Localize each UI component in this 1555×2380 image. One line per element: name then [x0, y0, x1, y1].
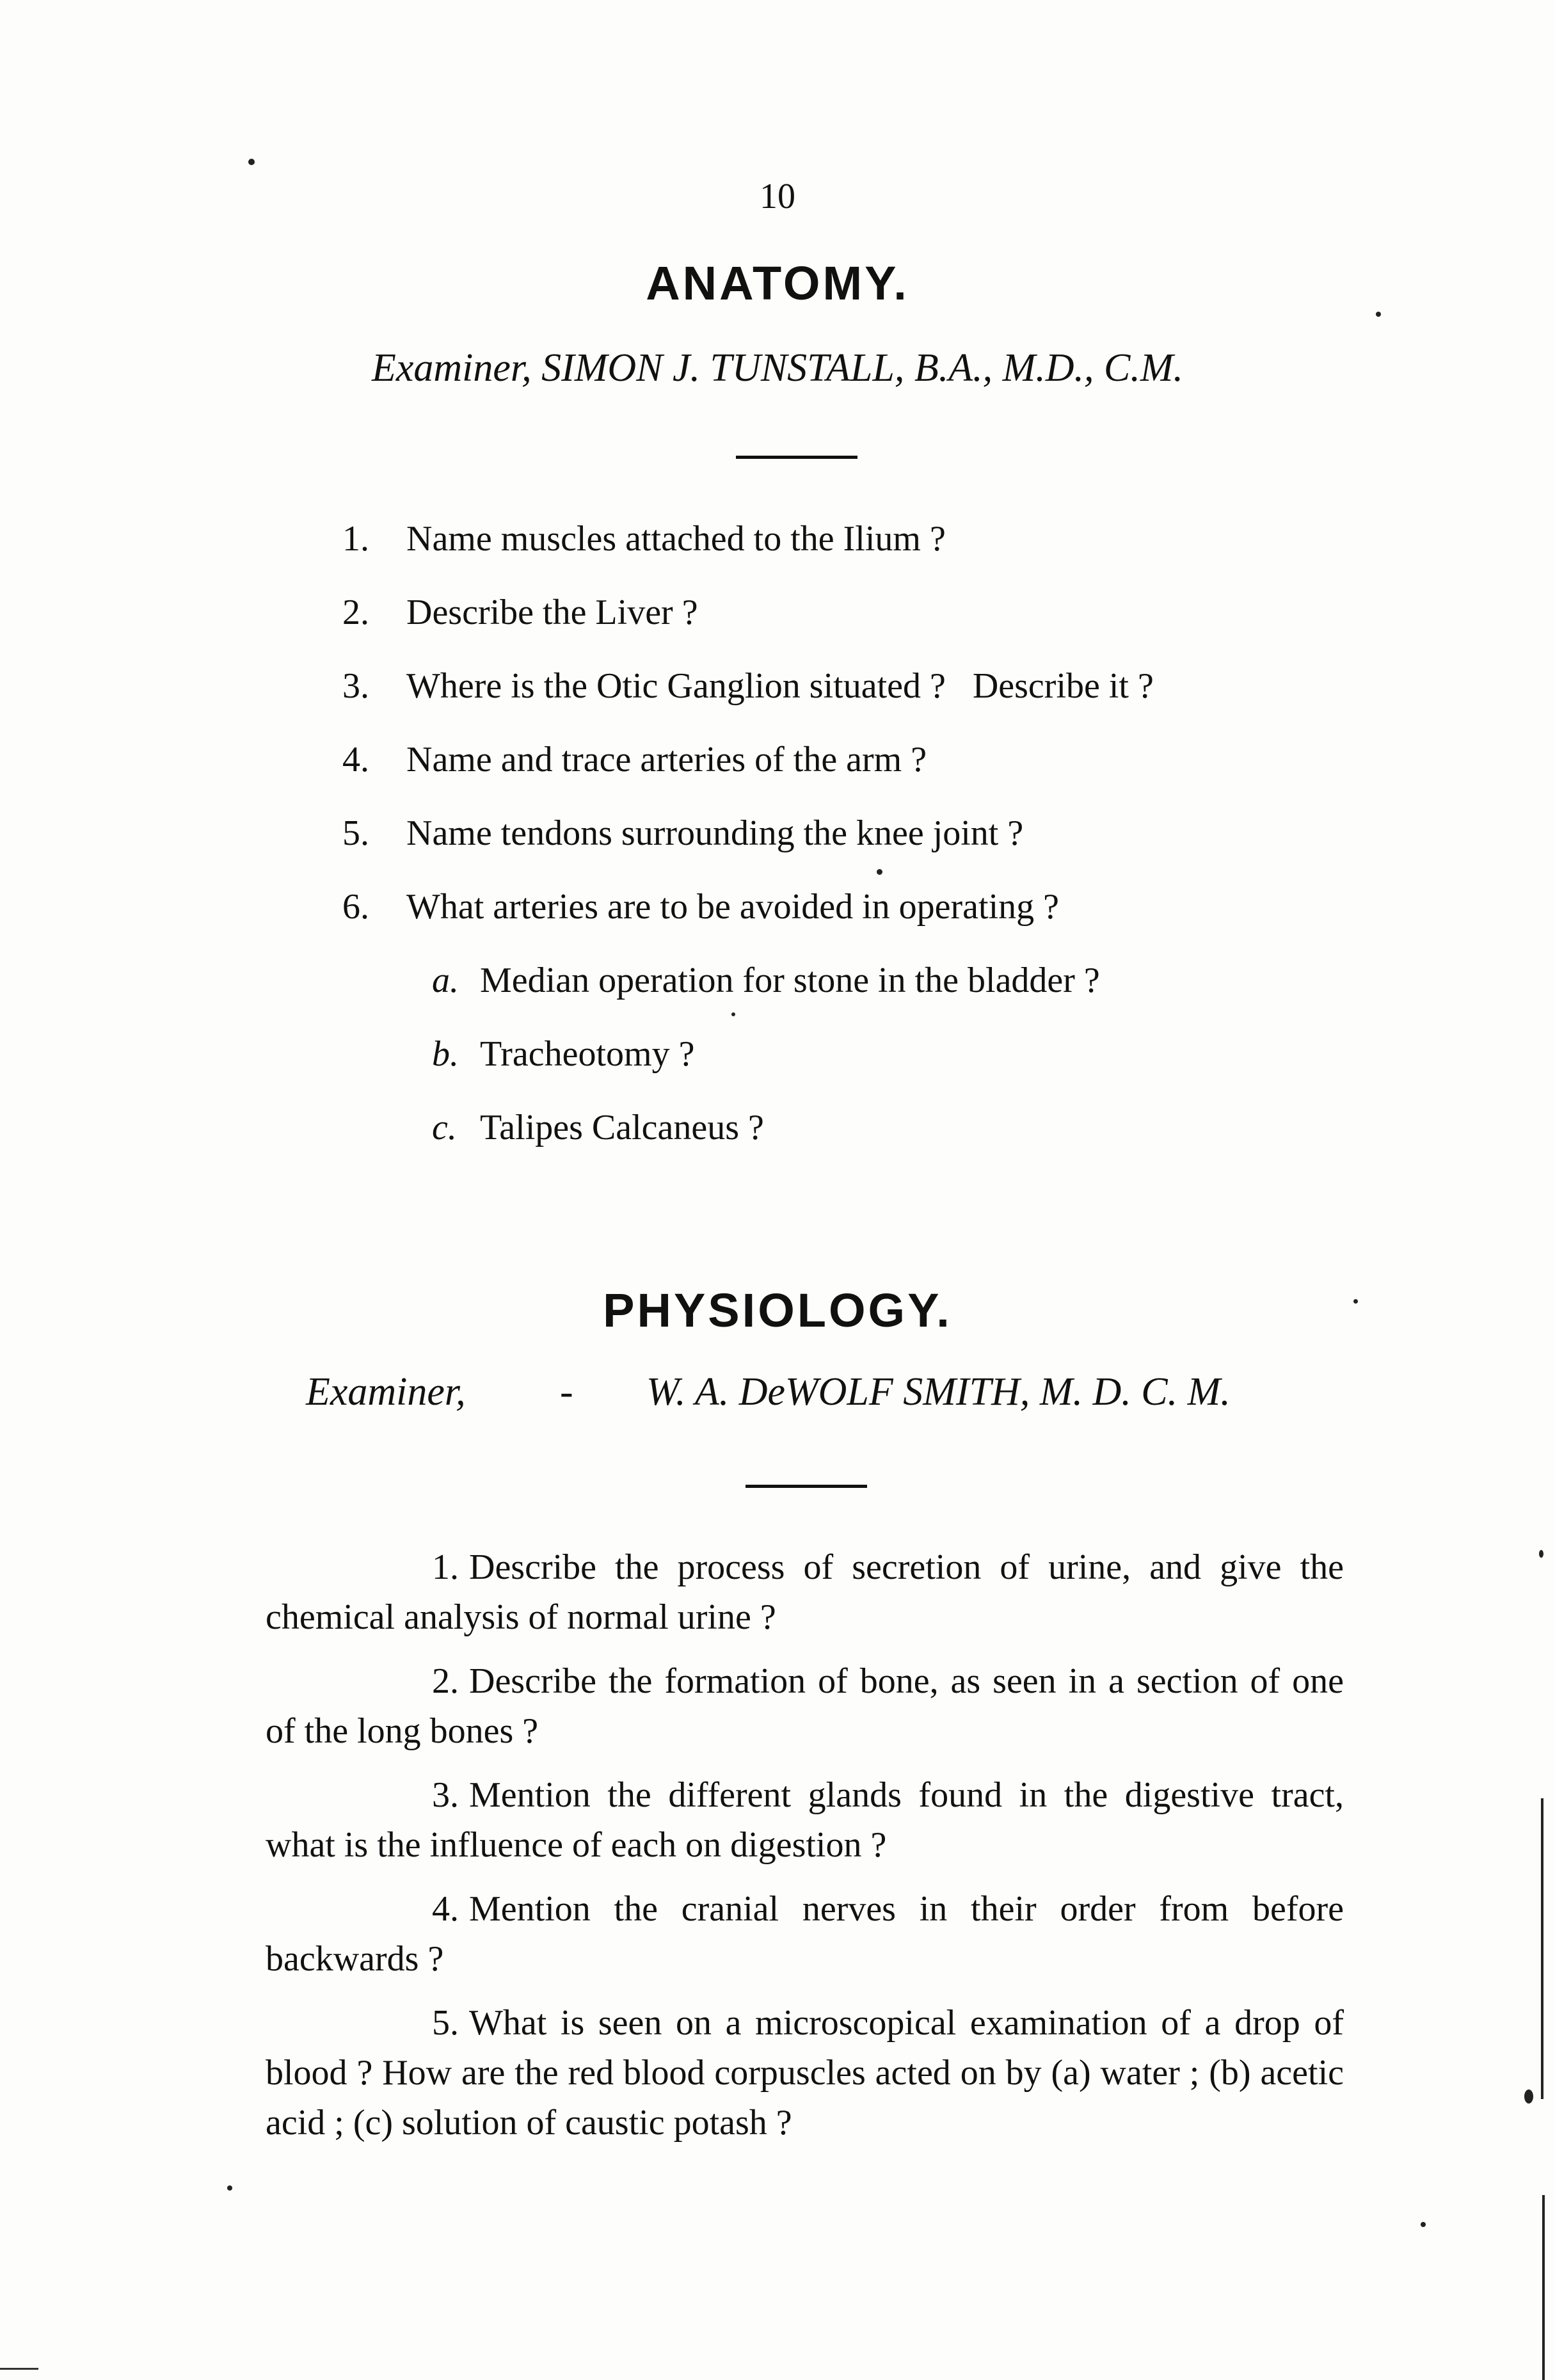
anatomy-subquestion-b	[432, 1034, 694, 1074]
anatomy-question-3	[342, 666, 1154, 707]
physiology-title: PHYSIOLOGY.	[603, 1284, 952, 1337]
question-number: 5.	[342, 813, 369, 853]
scan-speck	[248, 159, 255, 165]
page-number: 10	[760, 177, 795, 216]
question-number: 3.	[342, 666, 369, 706]
anatomy-question-2	[342, 592, 698, 633]
question-text: Name and trace arteries of the arm ?	[406, 740, 927, 779]
scan-speck	[1353, 1299, 1358, 1304]
question-number: 4.	[342, 740, 369, 779]
anatomy-subquestion-c	[432, 1107, 764, 1148]
question-text: Describe the Liver ?	[406, 593, 698, 632]
anatomy-divider	[736, 456, 857, 459]
question-number: 6.	[342, 887, 369, 927]
anatomy-question-1	[342, 518, 946, 559]
question-text: Name muscles attached to the Ilium ?	[406, 519, 946, 559]
anatomy-question-5	[342, 813, 1023, 854]
physiology-question-1	[266, 1542, 1344, 1642]
physiology-divider	[746, 1485, 867, 1488]
scan-speck	[1421, 2222, 1426, 2227]
physiology-examiner-label: Examiner,	[306, 1370, 466, 1414]
scan-speck	[877, 869, 882, 875]
anatomy-question-4	[342, 739, 927, 780]
physiology-questions	[266, 1542, 1344, 2148]
question-text: What arteries are to be avoided in operating ?	[406, 887, 1059, 927]
scan-speck	[731, 1012, 735, 1016]
question-text: Name tendons surrounding the knee joint ?	[406, 813, 1024, 853]
question-number: 1.	[342, 519, 369, 559]
subquestion-letter: a.	[432, 961, 459, 1000]
subquestion-text: Talipes Calcaneus ?	[480, 1108, 764, 1147]
question-number: 5.	[432, 2003, 459, 2043]
scan-edge-line	[0, 2368, 38, 2370]
scan-speck	[1376, 312, 1381, 317]
physiology-question-3	[266, 1770, 1344, 1870]
physiology-examiner-dash: -	[560, 1370, 573, 1414]
scan-edge-line	[1541, 1798, 1543, 2099]
scan-speck	[1524, 2089, 1533, 2104]
physiology-question-5	[266, 1998, 1344, 2148]
subquestion-text: Tracheotomy ?	[480, 1034, 695, 1074]
question-text: Describe the process of secretion of urine, and give the chemical analysis of normal urine ?	[266, 1547, 1344, 1637]
physiology-question-2	[266, 1656, 1344, 1756]
question-text: Mention the different glands found in the digestive tract, what is the influence of each on digestion ?	[266, 1775, 1344, 1865]
question-text: What is seen on a microscopical examination of a drop of blood ? How are the red blood corpuscles acted on by (a) water ; (b) acetic acid ; (c) solution of caustic potash ?	[266, 2003, 1344, 2143]
subquestion-text: Median operation for stone in the bladder ?	[480, 961, 1100, 1000]
anatomy-title: ANATOMY.	[646, 257, 909, 310]
question-text: Mention the cranial nerves in their order from before backwards ?	[266, 1889, 1344, 1979]
question-number: 2.	[432, 1661, 459, 1701]
physiology-question-4	[266, 1884, 1344, 1984]
subquestion-letter: c.	[432, 1108, 457, 1147]
question-number: 2.	[342, 593, 369, 632]
question-number: 1.	[432, 1547, 459, 1587]
scan-speck	[227, 2185, 232, 2191]
subquestion-letter: b.	[432, 1034, 459, 1074]
scan-edge-line	[1542, 2195, 1545, 2380]
question-text: Describe the formation of bone, as seen in a section of one of the long bones ?	[266, 1661, 1344, 1751]
anatomy-subquestion-a	[432, 960, 1100, 1001]
question-text: Where is the Otic Ganglion situated ? Describe it ?	[406, 666, 1154, 706]
scan-speck	[1539, 1550, 1543, 1558]
anatomy-question-6	[342, 886, 1059, 927]
physiology-examiner-name: W. A. DeWOLF SMITH, M. D. C. M.	[646, 1370, 1231, 1414]
anatomy-examiner: Examiner, SIMON J. TUNSTALL, B.A., M.D., C.M.	[371, 346, 1184, 390]
question-number: 4.	[432, 1889, 459, 1929]
question-number: 3.	[432, 1775, 459, 1815]
